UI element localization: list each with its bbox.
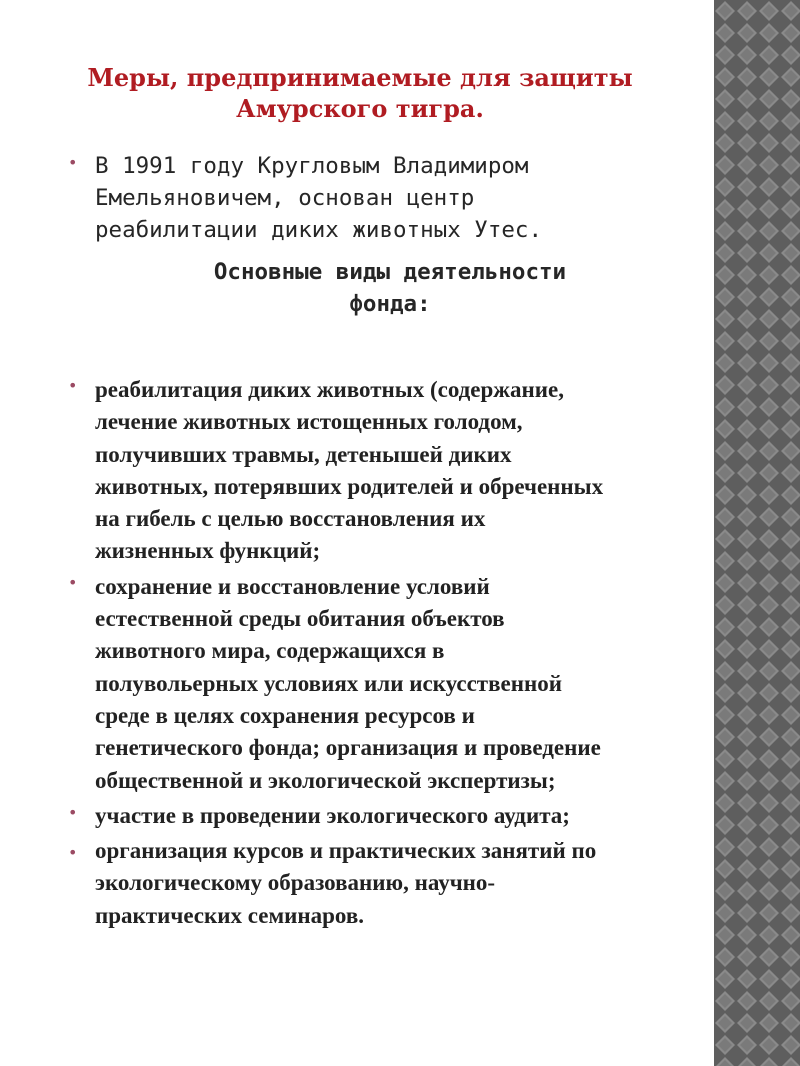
item-line: генетического фонда; организация и проведение <box>95 735 601 761</box>
item-line: животного мира, содержащихся в <box>95 638 445 664</box>
item-line: на гибель с целью восстановления их <box>95 506 486 532</box>
list-item <box>95 800 705 832</box>
bullet-icon: • <box>68 573 78 592</box>
heading-line: Основные виды деятельности <box>213 259 567 285</box>
item-line: естественной среды обитания объектов <box>95 606 505 632</box>
bullet-icon: • <box>68 803 78 822</box>
activities-heading <box>80 256 700 320</box>
item-line: получивших травмы, детенышей диких <box>95 441 512 467</box>
item-line: организация курсов и практических занятий по <box>95 838 597 864</box>
item-line: жизненных функций; <box>95 538 321 564</box>
item-line: лечение животных истощенных голодом, <box>95 409 523 435</box>
title-line: Амурского тигра. <box>236 94 484 123</box>
item-line: животных, потерявших родителей и обреченных <box>95 473 604 499</box>
slide-title <box>30 62 690 124</box>
intro-line: реабилитации диких животных Утес. <box>95 217 543 243</box>
bullet-icon: • <box>68 153 78 172</box>
intro-paragraph <box>95 150 695 246</box>
title-line: Меры, предпринимаемые для защиты <box>87 63 633 92</box>
intro-line: В 1991 году Кругловым Владимиром <box>95 153 529 179</box>
diamond-pattern-decoration <box>714 0 800 1066</box>
heading-line: фонда: <box>349 291 431 317</box>
item-line: полувольерных условиях или искусственной <box>95 670 562 696</box>
item-line: экологическому образованию, научно- <box>95 870 496 896</box>
item-line: реабилитация диких животных (содержание, <box>95 377 564 402</box>
item-line: практических семинаров. <box>95 902 365 928</box>
item-line: участие в проведении экологического аудита; <box>95 802 570 828</box>
bullet-icon: • <box>68 376 78 395</box>
intro-line: Емельяновичем, основан центр <box>95 185 475 211</box>
list-item <box>95 571 705 797</box>
item-line: среде в целях сохранения ресурсов и <box>95 702 475 728</box>
item-line: общественной и экологической экспертизы; <box>95 767 556 793</box>
item-line: сохранение и восстановление условий <box>95 573 490 599</box>
activities-list <box>95 374 705 935</box>
bullet-icon: • <box>68 843 78 862</box>
list-item <box>95 835 705 932</box>
list-item <box>95 374 705 568</box>
